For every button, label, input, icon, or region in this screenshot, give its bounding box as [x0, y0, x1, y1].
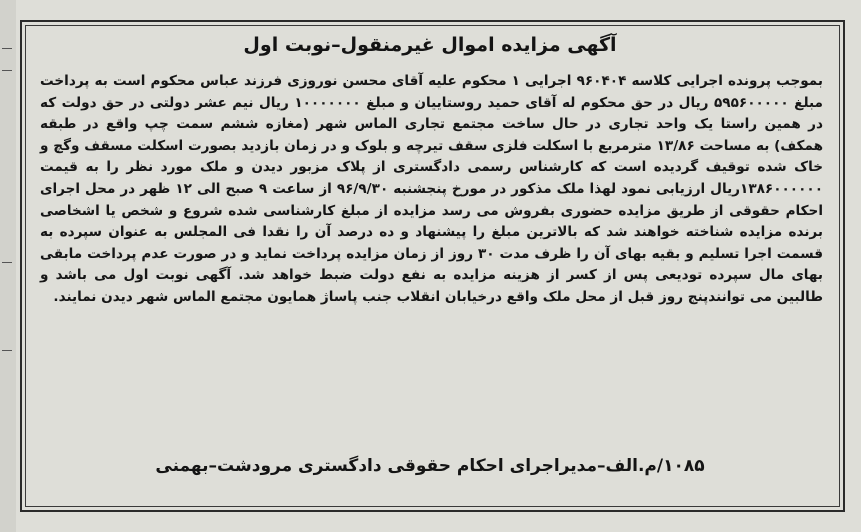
adjacent-column-edge: [0, 0, 16, 532]
notice-body-text: بموجب پرونده اجرایی کلاسه ۹۶۰۴۰۴ اجرایی ۱ محکوم علیه آقای محسن نوروزی فرزند عباس محکوم است به پرداخت مبلغ ۵۹۵۶۰۰۰۰۰ ریال در حق محکوم له آقای حمید روستاییان و مبلغ ۱۰۰۰۰۰۰۰ ریال نیم عشر دولتی در حق دولت که در همین راستا یک واحد تجاری در حال ساخت مجتمع تجاری الماس شهر (مغازه ششم سمت چپ واقع در طبقه همکف) به مساحت ۱۳/۸۶ مترمربع با اسکلت فلزی سقف تیرچه و بلوک و در زمان بازدید بصورت اسکلت مسقف وگچ و خاک شده توقیف گردیده است که کارشناس رسمی دادگستری از پلاک مزبور دیدن و ملک مورد نظر را به قیمت ۱۳۸۶۰۰۰۰۰۰ریال ارزیابی نمود لهذا ملک مذکور در مورخ پنجشنبه ۹۶/۹/۳۰ از ساعت ۹ صبح الی ۱۲ ظهر در محل اجرای احکام حقوقی از طریق مزایده حضوری بفروش می رسد مزایده از مبلغ کارشناسی شده شروع و شخص یا اشخاصی برنده مزایده شناخته خواهند شد که بالاترین مبلغ را پیشنهاد و ده درصد آن را نقدا فی المجلس به عنوان سپرده به قسمت اجرا تسلیم و بقیه بهای آن را ظرف مدت ۳۰ روز از زمان مزایده پرداخت نماید و در صورت عدم پرداخت مابقی بهای مال سپرده تودیعی پس از کسر از هزینه مزایده به نفع دولت ضبط خواهد شد. آگهی نوبت اول می باشد و طالبین می توانندپنج روز قبل از محل ملک واقع درخیابان انقلاب جنب پاساژ همایون مجتمع الماس شهر دیدن نمایند.: [40, 73, 823, 305]
notice-footer: ۱۰۸۵/م.الف–مدیراجرای احکام حقوقی دادگستری مرودشت–بهمنی: [155, 456, 705, 476]
notice-body: [40, 71, 823, 309]
notice-title: آگهی مزایده اموال غیرمنقول–نوبت اول: [243, 34, 617, 56]
